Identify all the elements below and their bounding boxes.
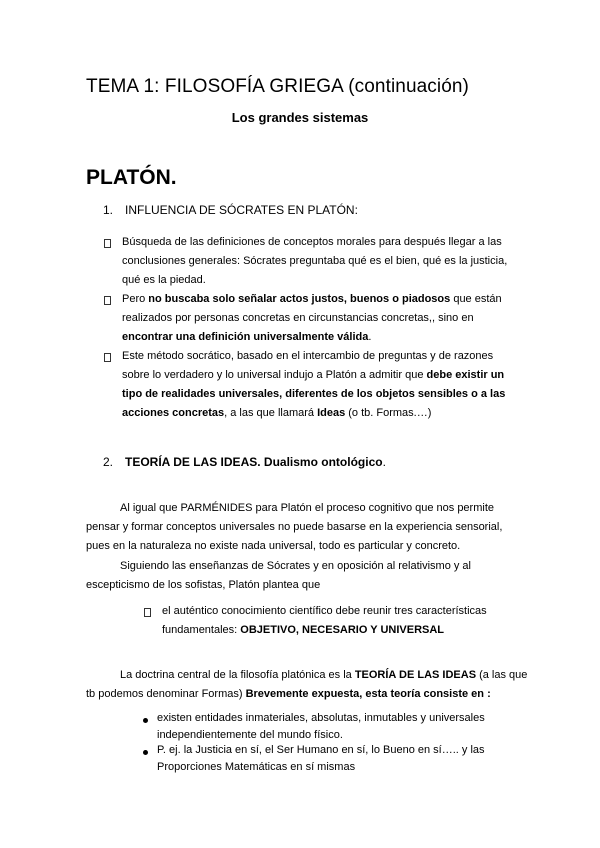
page-subtitle: Los grandes sistemas (231, 110, 369, 125)
section-2-dot-item-2 (157, 742, 514, 776)
section-2-title: TEORÍA DE LAS IDEAS. Dualismo ontológico (125, 455, 383, 469)
text-line: realizados por personas concretas en circunstancias concretas,, sino en (122, 312, 474, 324)
text-line: conclusiones generales: Sócrates preguntaba qué es el bien, qué es la justicia, (122, 255, 508, 267)
text-line: tipo de realidades universales, diferentes de los objetos sensibles o a las (122, 388, 506, 400)
text-line: Siguiendo las enseñanzas de Sócrates y en oposición al relativismo y al (120, 560, 471, 572)
text-line: encontrar una definición universalmente válida. (122, 331, 372, 343)
section-1-heading: 1. INFLUENCIA DE SÓCRATES EN PLATÓN: (103, 203, 358, 217)
section-heading-platon: PLATÓN. (86, 166, 177, 189)
text-line: Este método socrático, basado en el intercambio de preguntas y de razones (122, 350, 494, 362)
text-line: fundamentales: OBJETIVO, NECESARIO Y UNIVERSAL (162, 624, 445, 636)
section-1-number: 1. (103, 203, 114, 217)
page-title: TEMA 1: FILOSOFÍA GRIEGA (continuación) (86, 76, 469, 97)
text-line: existen entidades inmateriales, absolutas, inmutables y universales (157, 712, 485, 724)
square-bullet-icon (144, 608, 156, 620)
section-1-title: INFLUENCIA DE SÓCRATES EN PLATÓN (125, 203, 355, 217)
square-bullet-icon (104, 353, 116, 365)
text-line: Proporciones Matemáticas en sí mismas (157, 761, 356, 773)
text-line: sobre lo verdadero y lo universal indujo a Platón a admitir que debe existir un (122, 369, 505, 381)
section-1-bullet-1 (122, 233, 514, 290)
text-line: qué es la piedad. (122, 274, 206, 286)
bullet-dot-icon (143, 718, 148, 723)
text-line: pues en la naturaleza no existe nada universal, todo es particular y concreto. (86, 540, 461, 552)
text-line: pensar y formar conceptos universales no puede basarse en la experiencia sensorial, (86, 521, 503, 533)
text-line: el auténtico conocimiento científico debe reunir tres características (162, 605, 487, 617)
paragraph-parmenides (86, 499, 514, 556)
section-2-bullet (162, 602, 514, 640)
square-bullet-icon (104, 296, 116, 308)
section-2-number: 2. (103, 455, 114, 469)
text-line: escepticismo de los sofistas, Platón plantea que (86, 579, 321, 591)
section-1-bullet-2 (122, 290, 514, 347)
section-2-heading: 2. TEORÍA DE LAS IDEAS. Dualismo ontológico. (103, 455, 386, 469)
square-bullet-icon (104, 239, 116, 251)
section-1-bullet-3 (122, 347, 514, 423)
text-line: tb podemos denominar Formas) Brevemente expuesta, esta teoría consiste en : (86, 688, 491, 700)
text-line: Búsqueda de las definiciones de conceptos morales para después llegar a las (122, 236, 502, 248)
text-line: Al igual que PARMÉNIDES para Platón el proceso cognitivo que nos permite (120, 502, 494, 514)
text-line: La doctrina central de la filosofía platónica es la TEORÍA DE LAS IDEAS (a las que (120, 669, 528, 681)
text-line: independientemente del mundo físico. (157, 729, 343, 741)
text-line: P. ej. la Justicia en sí, el Ser Humano en sí, lo Bueno en sí….. y las (157, 744, 485, 756)
text-line: acciones concretas, a las que llamará Ideas (o tb. Formas.…) (122, 407, 432, 419)
paragraph-doctrina (86, 666, 528, 704)
paragraph-socrates (86, 557, 514, 595)
bullet-dot-icon (143, 750, 148, 755)
text-line: Pero no buscaba solo señalar actos justos, buenos o piadosos que están (122, 293, 502, 305)
section-2-dot-item-1 (157, 710, 514, 744)
